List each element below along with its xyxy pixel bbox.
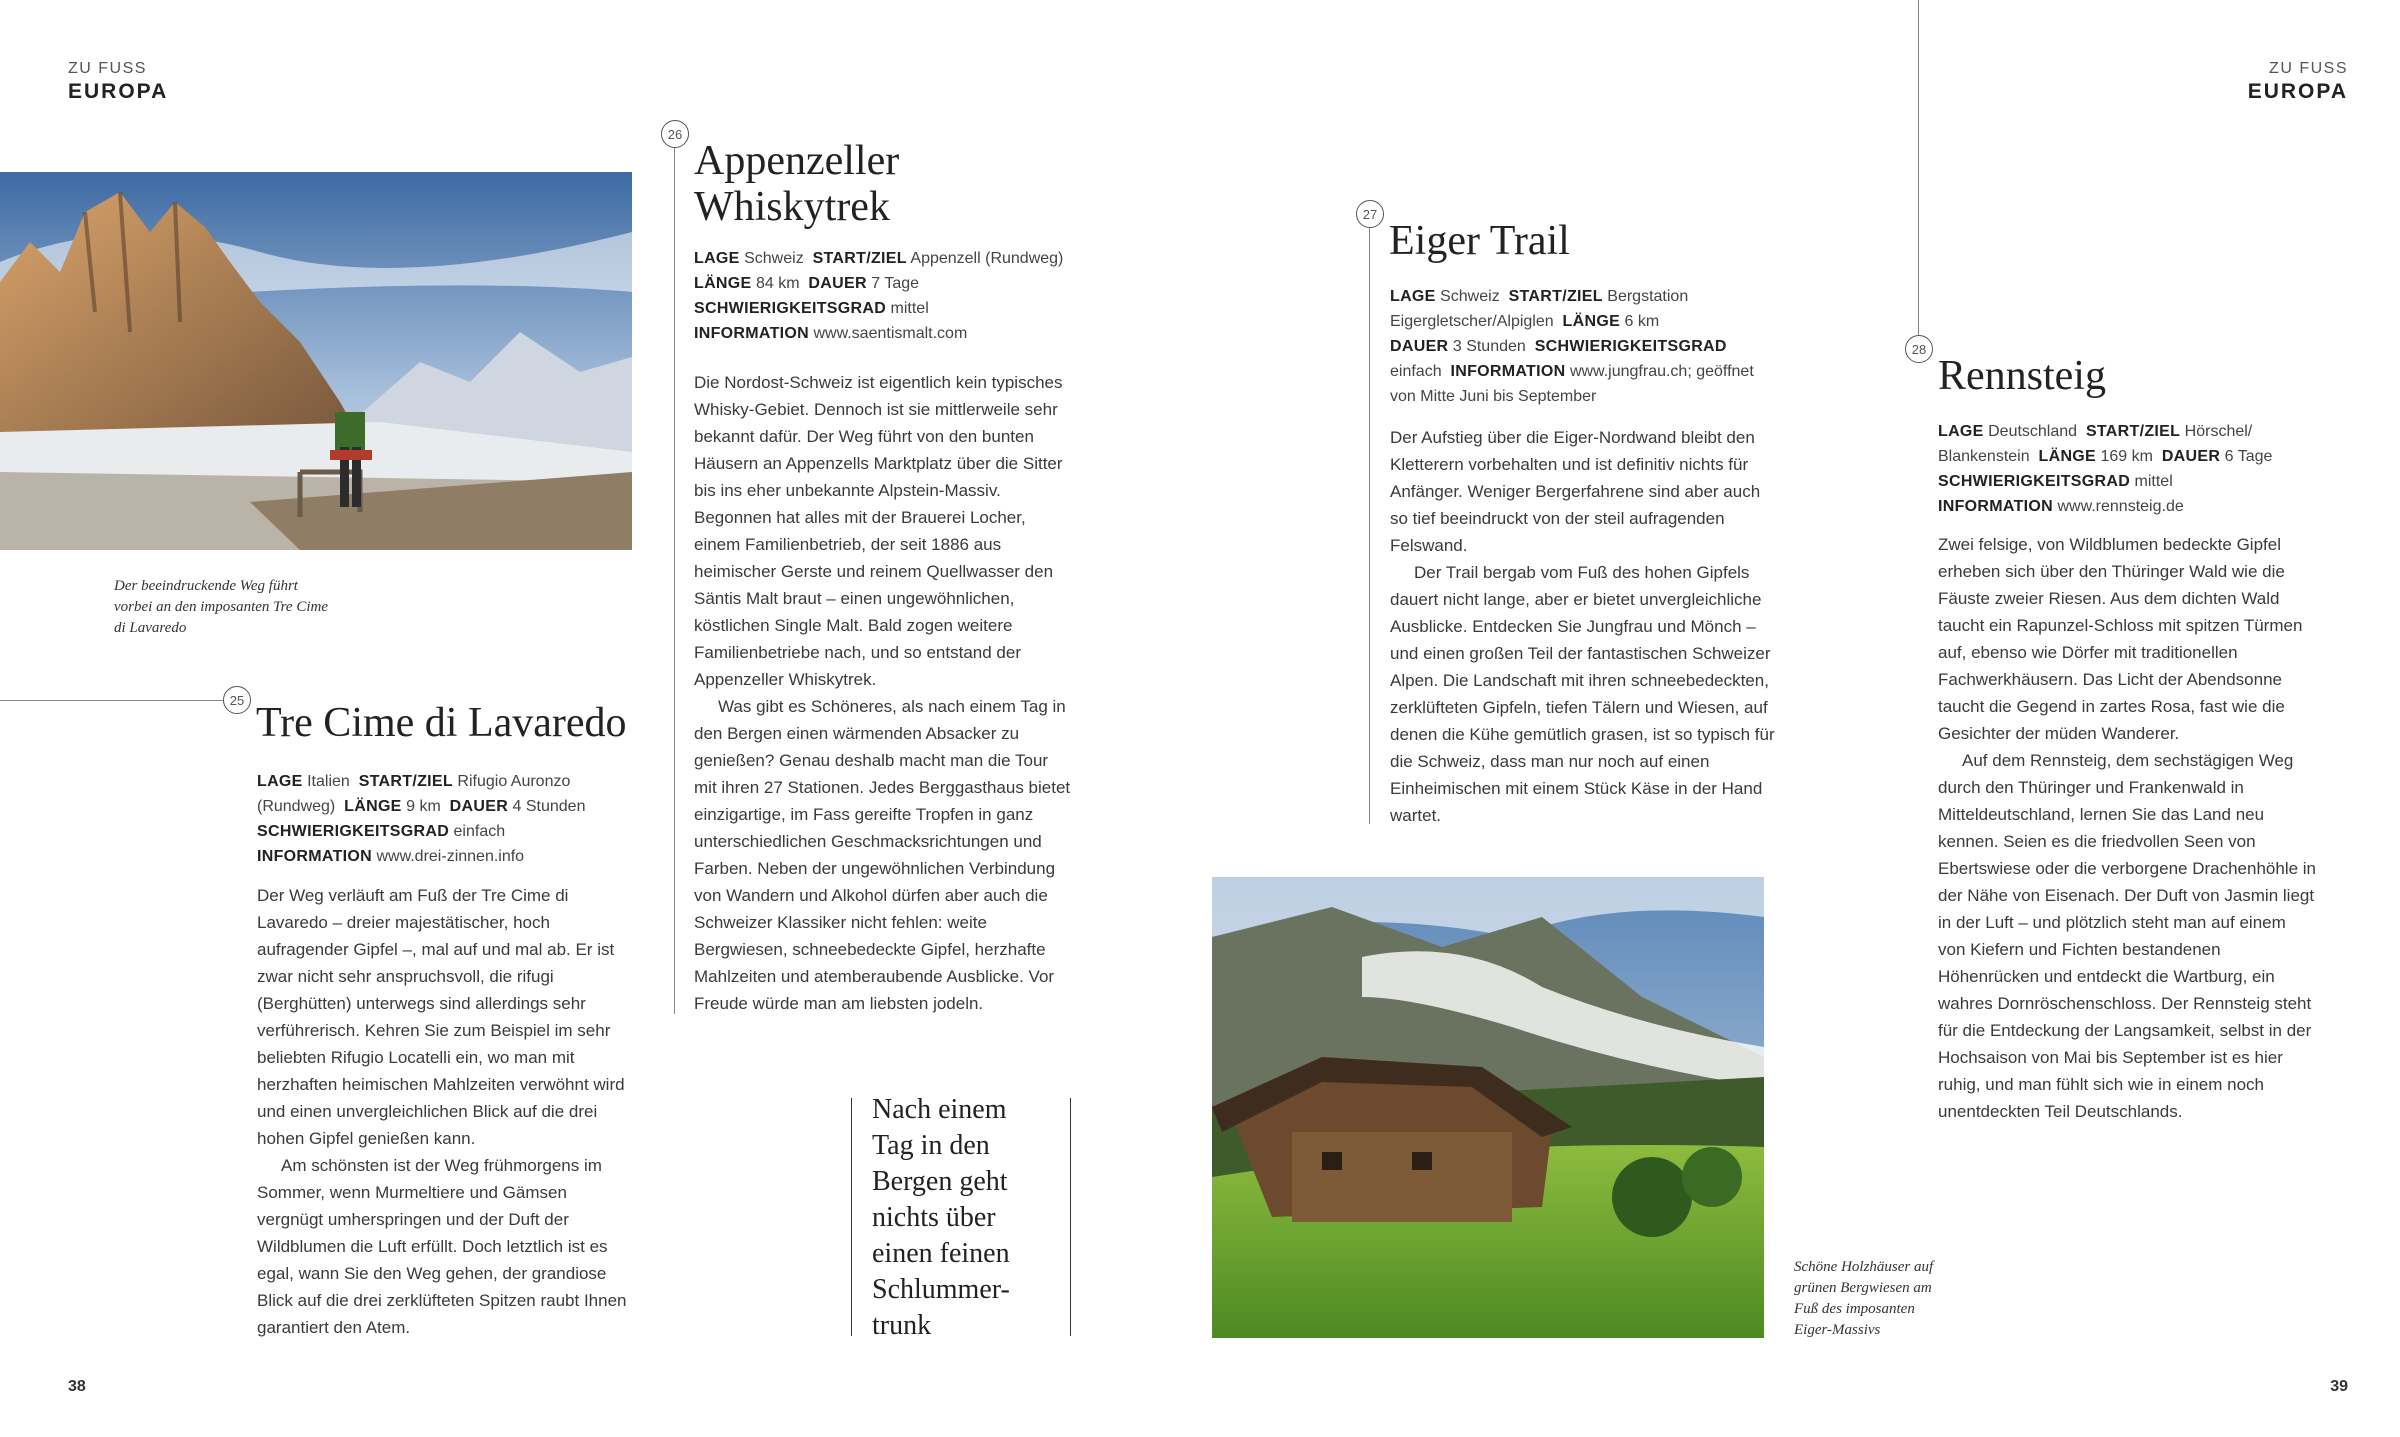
fact-value: 3 Stunden xyxy=(1452,338,1526,355)
pull-quote: Nach einem Tag in den Bergen geht nichts über einen feinen Schlummer- trunk xyxy=(872,1094,1010,1341)
trail-27-rule xyxy=(1369,226,1370,824)
fact-label: INFORMATION xyxy=(1938,498,2053,515)
fact-label: SCHWIERIGKEITSGRAD xyxy=(1534,338,1727,355)
fact-value: Hörschel/ Blankenstein xyxy=(1938,423,2253,465)
eiger-caption: Schöne Holzhäuser auf grünen Bergwiesen am Fuß des imposanten Eiger-Massivs xyxy=(1794,1259,1934,1338)
trail-27-facts xyxy=(1390,284,1780,409)
fact-value: www.rennsteig.de xyxy=(2057,498,2184,515)
fact-label: LAGE xyxy=(1938,423,1984,440)
fact-value: 7 Tage xyxy=(871,275,920,292)
body-paragraph: Der Aufstieg über die Eiger-Nordwand bleibt den Kletterern vorbehalten und ist definitiv nichts für Anfänger. Weniger Bergerfahrene sind aber auch so tief beeindruckt von der steil aufragenden Felswand. xyxy=(1390,428,1761,555)
fact-label: DAUER xyxy=(808,275,867,292)
fact-label: LÄNGE xyxy=(344,798,402,815)
fact-label: DAUER xyxy=(1390,338,1449,355)
fact-value: www.saentismalt.com xyxy=(813,325,968,342)
trail-28-title: Rennsteig xyxy=(1938,353,2106,399)
body-paragraph: Am schönsten ist der Weg frühmorgens im Sommer, wenn Murmeltiere und Gämsen vergnügt umherspringen und der Duft der Wildblumen die Luft erfüllt. Doch letztlich ist es egal, wann Sie den Weg gehen, der grandiose Blick auf die drei zerklüfteten Spitzen raubt Ihnen garantiert den Atem. xyxy=(257,1156,627,1337)
fact-value: Schweiz xyxy=(744,250,804,267)
fact-label: INFORMATION xyxy=(257,848,372,865)
quote-rule-right xyxy=(1070,1098,1071,1336)
trail-25-facts xyxy=(257,769,637,869)
section-label-right: ZU FUSS xyxy=(2269,60,2348,77)
tre-cime-caption: Der beeindruckende Weg führt vorbei an den imposanten Tre Cime di Lavaredo xyxy=(114,578,329,636)
page-number-left: 38 xyxy=(68,1378,86,1395)
fact-label: START/ZIEL xyxy=(2085,423,2181,440)
body-paragraph: Der Weg verläuft am Fuß der Tre Cime di Lavaredo – dreier majestätischer, hoch aufragender Gipfel –, mal auf und mal ab. Er ist zwar nicht sehr anspruchsvoll, die rifugi (Berghütten) unterwegs sind allerdings sehr verführerisch. Kehren Sie zum Beispiel im sehr beliebten Rifugio Locatelli ein, wo man mit herzhaften heimischen Mahlzeiten verwöhnt wird und einen unvergleichlichen Blick auf die drei hohen Gipfel genießen kann. xyxy=(257,886,625,1148)
tre-cime-photo xyxy=(0,172,632,550)
fact-value: 9 km xyxy=(406,798,441,815)
trail-28-body xyxy=(1938,531,2316,1125)
fact-label: INFORMATION xyxy=(1450,363,1566,380)
fact-label: LÄNGE xyxy=(2038,448,2097,465)
fact-label: SCHWIERIGKEITSGRAD xyxy=(1938,473,2131,490)
body-paragraph: Der Trail bergab vom Fuß des hohen Gipfels dauert nicht lange, aber er bietet unvergleichliche Ausblicke. Entdecken Sie Jungfrau und Mönch – und einen großen Teil der fantastischen Schweizer Alpen. Die Landschaft mit ihren schneebedeckten, zerklüfteten Gipfeln, tiefen Tälern und Wiesen, auf denen die Kühe gemütlich grasen, ist so typisch für die Schweiz, dass man nur noch auf einen Einheimischen mit einem Stück Käse in der Hand wartet. xyxy=(1390,563,1775,825)
trail-26-facts xyxy=(694,246,1072,346)
body-paragraph: Was gibt es Schöneres, als nach einem Tag in den Bergen einen wärmenden Absacker zu genießen? Genau deshalb macht man die Tour mit ihren 27 Stationen. Jedes Berggasthaus bietet einzigartige, im Fass gereifte Tropfen in ganz unterschiedlichen Geschmacksrichtungen und Farben. Neben der ungewöhnlichen Verbindung von Wandern und Alkohol dürfen aber auch die Schweizer Klassiker nicht fehlen: weite Bergwiesen, schneebedeckte Gipfel, herzhafte Mahlzeiten und atemberaubende Ausblicke. Vor Freude würde man am liebsten jodeln. xyxy=(694,697,1071,1013)
section-label-left: ZU FUSS xyxy=(68,60,147,77)
fact-label: DAUER xyxy=(449,798,509,815)
fact-value: Bergstation Eigergletscher/Alpiglen xyxy=(1390,288,1689,330)
quote-rule-left xyxy=(851,1098,852,1336)
fact-value: Deutschland xyxy=(1988,423,2078,440)
trail-26-rule xyxy=(674,146,675,1014)
fact-value: www.drei-zinnen.info xyxy=(376,848,525,865)
fact-value: Rifugio Auronzo (Rundweg) xyxy=(257,773,571,815)
fact-value: mittel xyxy=(2134,473,2173,490)
fact-label: LAGE xyxy=(1390,288,1436,305)
fact-label: LÄNGE xyxy=(694,275,752,292)
fact-value: einfach xyxy=(453,823,506,840)
fact-value: 84 km xyxy=(755,275,800,292)
page-number-right: 39 xyxy=(2330,1378,2348,1395)
trail-28-number: 28 xyxy=(1905,335,1933,363)
fact-value: 169 km xyxy=(2100,448,2153,465)
body-paragraph: Auf dem Rennsteig, dem sechstägigen Weg durch den Thüringer und Frankenwald in Mitteldeutschland, lernen Sie das Land neu kennen. Seien es die friedvollen Seen von Ebertswiese oder die verborgene Drachenhöhle in der Nähe von Eisenach. Der Duft von Jasmin liegt in der Luft – und plötzlich steht man auf einem von Kiefern und Fichten bestandenen Höhenrücken und entdeckt die Wartburg, ein wahres Dornröschenschloss. Der Rennsteig steht für die Entdeckung der Langsamkeit, selbst in der Hochsaison von Mai bis September ist es hier ruhig, und man fühlt sich wie in einem noch unentdeckten Teil Deutschlands. xyxy=(1938,751,2317,1121)
fact-value: Italien xyxy=(307,773,350,790)
fact-value: www.jungfrau.ch; geöffnet von Mitte Juni bis September xyxy=(1390,363,1754,405)
eiger-photo xyxy=(1212,877,1764,1338)
fact-label: SCHWIERIGKEITSGRAD xyxy=(694,300,887,317)
trail-25-rule xyxy=(0,700,224,701)
fact-label: LÄNGE xyxy=(1562,313,1621,330)
trail-26-title: Appenzeller Whiskytrek xyxy=(694,138,900,230)
section-title-left: EUROPA xyxy=(68,80,169,103)
fact-label: DAUER xyxy=(2161,448,2221,465)
fact-value: 6 km xyxy=(1624,313,1660,330)
trail-25-number: 25 xyxy=(223,686,251,714)
fact-label: START/ZIEL xyxy=(1508,288,1603,305)
fact-value: mittel xyxy=(890,300,929,317)
fact-value: einfach xyxy=(1390,363,1442,380)
trail-28-rule xyxy=(1918,0,1919,338)
trail-27-title: Eiger Trail xyxy=(1389,218,1570,264)
trail-25-title: Tre Cime di Lavaredo xyxy=(256,700,627,746)
trail-27-body xyxy=(1390,424,1775,829)
fact-label: INFORMATION xyxy=(694,325,809,342)
fact-label: START/ZIEL xyxy=(358,773,453,790)
fact-value: Appenzell (Rundweg) xyxy=(910,250,1064,267)
fact-value: 4 Stunden xyxy=(512,798,586,815)
fact-label: LAGE xyxy=(694,250,740,267)
body-paragraph: Die Nordost-Schweiz ist eigentlich kein typisches Whisky-Gebiet. Dennoch ist sie mittlerweile sehr bekannt dafür. Der Weg führt von den bunten Häusern an Appenzells Marktplatz über die Sitter bis ins eher unbekannte Alpstein-Massiv. Begonnen hat alles mit der Brauerei Locher, einem Familienbetrieb, der seit 1886 aus heimischer Gerste und reinem Quellwasser den Säntis Malt braut – einen ungewöhnlichen, köstlichen Single Malt. Bald zogen weitere Familienbetriebe nach, und so entstand der Appenzeller Whiskytrek. xyxy=(694,373,1063,689)
fact-label: LAGE xyxy=(257,773,303,790)
fact-value: 6 Tage xyxy=(2224,448,2273,465)
fact-value: Schweiz xyxy=(1440,288,1500,305)
fact-label: START/ZIEL xyxy=(812,250,907,267)
body-paragraph: Zwei felsige, von Wildblumen bedeckte Gipfel erheben sich über den Thüringer Wald wie die Fäuste zweier Riesen. Aus dem dichten Wald taucht ein Rapunzel-Schloss mit spitzen Türmen auf, ebenso wie Dörfer mit traditionellen Fachwerkhäusern. Das Licht der Abendsonne taucht die Gegend in zartes Rosa, fast wie die Gesichter der müden Wanderer. xyxy=(1938,535,2303,743)
trail-25-body xyxy=(257,882,637,1341)
trail-26-number: 26 xyxy=(661,120,689,148)
trail-28-facts xyxy=(1938,419,2318,519)
section-title-right: EUROPA xyxy=(2247,80,2348,103)
trail-26-body xyxy=(694,369,1072,1017)
fact-label: SCHWIERIGKEITSGRAD xyxy=(257,823,450,840)
trail-27-number: 27 xyxy=(1356,200,1384,228)
